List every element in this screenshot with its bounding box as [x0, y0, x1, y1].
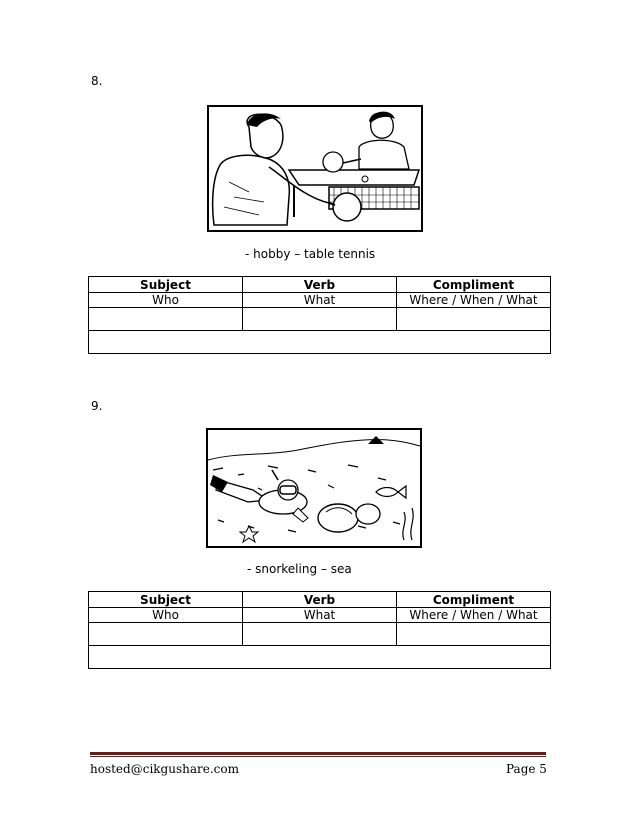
picture-caption: - snorkeling – sea	[247, 562, 352, 576]
where-when-what-label: Where / When / What	[397, 293, 551, 308]
table-header-row	[89, 592, 551, 608]
footer-rule-thin	[90, 756, 546, 757]
snorkeling-diver-icon	[208, 430, 420, 546]
who-label: Who	[89, 293, 243, 308]
who-label: Who	[89, 608, 243, 623]
question-number: 9.	[91, 399, 103, 413]
sentence-answer-cell[interactable]	[89, 646, 551, 669]
picture-caption: - hobby – table tennis	[245, 247, 376, 261]
table-subheader-row	[89, 608, 551, 623]
compliment-header: Compliment	[397, 592, 551, 608]
table-subheader-row	[89, 293, 551, 308]
sentence-answer-cell[interactable]	[89, 331, 551, 354]
answer-row	[89, 623, 551, 646]
verb-answer-cell[interactable]	[243, 308, 397, 331]
sva-table	[88, 276, 551, 354]
sva-table	[88, 591, 551, 669]
snorkeling-image	[206, 428, 422, 548]
verb-header: Verb	[243, 592, 397, 608]
table-header-row	[89, 277, 551, 293]
where-when-what-label: Where / When / What	[397, 608, 551, 623]
footer-email: hosted@cikgushare.com	[90, 762, 239, 776]
verb-answer-cell[interactable]	[243, 623, 397, 646]
table-tennis-players-icon	[209, 107, 421, 230]
subject-header: Subject	[89, 277, 243, 293]
question-number: 8.	[91, 74, 103, 88]
verb-header: Verb	[243, 277, 397, 293]
what-label: What	[243, 293, 397, 308]
sentence-row	[89, 646, 551, 669]
compliment-answer-cell[interactable]	[397, 308, 551, 331]
what-label: What	[243, 608, 397, 623]
footer-rule	[90, 752, 546, 755]
table-tennis-image	[207, 105, 423, 232]
compliment-answer-cell[interactable]	[397, 623, 551, 646]
page-number: Page 5	[506, 762, 547, 776]
subject-header: Subject	[89, 592, 243, 608]
compliment-header: Compliment	[397, 277, 551, 293]
sentence-row	[89, 331, 551, 354]
subject-answer-cell[interactable]	[89, 308, 243, 331]
subject-answer-cell[interactable]	[89, 623, 243, 646]
answer-row	[89, 308, 551, 331]
